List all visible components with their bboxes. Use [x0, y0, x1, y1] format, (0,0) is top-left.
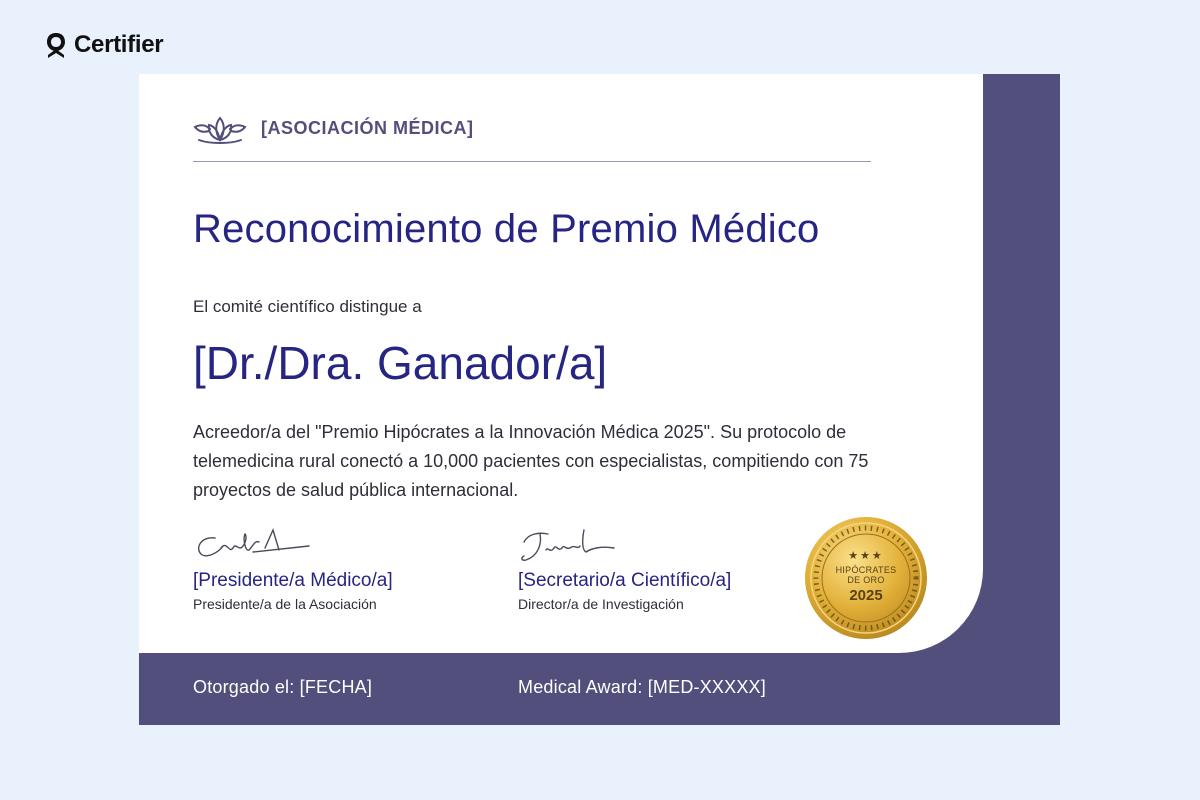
brand	[44, 30, 163, 60]
signature-block-secretary	[518, 526, 731, 612]
seal-text	[803, 515, 929, 641]
signatory-name-president: [Presidente/a Médico/a]	[193, 570, 393, 591]
signatory-name-secretary: [Secretario/a Científico/a]	[518, 570, 732, 591]
signature-president-icon	[193, 526, 313, 564]
award-date: Otorgado el: [FECHA]	[193, 677, 373, 697]
award-id: Medical Award: [MED-XXXXX]	[518, 677, 766, 697]
seal-year: 2025	[849, 586, 883, 604]
seal-stars: ★★★	[848, 549, 884, 562]
award-description: Acreedor/a del "Premio Hipócrates a la Innovación Médica 2025". Su protocolo de telemedicina rural conectó a 10,000 pacientes con especialistas, compitiendo con 75 proyectos de salud pública internacional.	[193, 422, 869, 500]
lotus-logo-icon	[193, 112, 247, 144]
header-divider	[193, 161, 871, 162]
certificate-body	[139, 74, 983, 653]
signatory-role-secretary: Director/a de Investigación	[518, 596, 684, 612]
certificate	[139, 74, 1060, 725]
certificate-subtitle: El comité científico distingue a	[193, 297, 422, 316]
signature-block-president	[193, 526, 393, 612]
seal-line-1: HIPÓCRATES	[835, 564, 897, 575]
gold-seal	[803, 515, 929, 641]
brand-name: Certifier	[74, 31, 164, 58]
organization-name: [ASOCIACIÓN MÉDICA]	[261, 117, 474, 138]
recipient-name: [Dr./Dra. Ganador/a]	[193, 337, 608, 389]
signatory-role-president: Presidente/a de la Asociación	[193, 596, 377, 612]
certifier-logo-icon	[44, 30, 68, 60]
organization-header	[193, 112, 474, 144]
certificate-title: Reconocimiento de Premio Médico	[193, 207, 820, 251]
signature-secretary-icon	[518, 526, 638, 564]
seal-line-2: DE ORO	[847, 574, 885, 585]
